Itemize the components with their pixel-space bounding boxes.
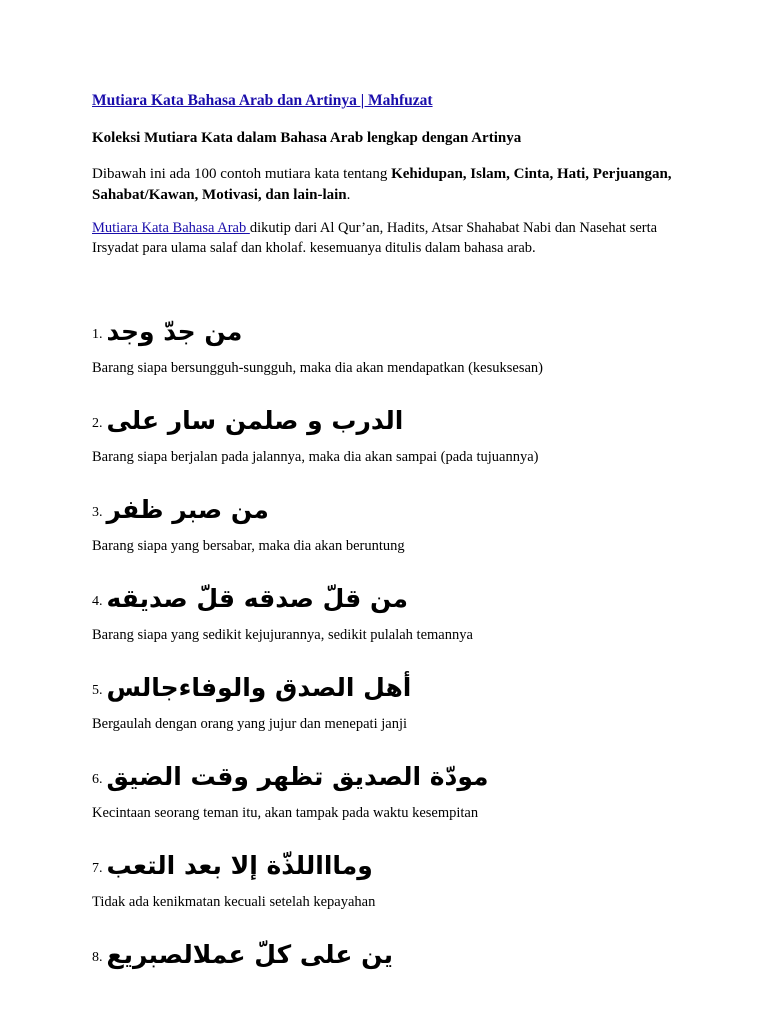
intro-topics: Kehidupan, Islam, Cinta, Hati, Perjuangan, Sahabat/Kawan, Motivasi, dan lain-lain <box>92 166 672 203</box>
item-heading <box>92 391 403 435</box>
item-number: 6. <box>92 772 103 787</box>
arabic-proverb: ين على كلّ عملالصبريع <box>106 940 393 969</box>
item-heading <box>92 569 408 613</box>
item-number: 8. <box>92 950 103 965</box>
arabic-proverb: من جدّ وجد <box>106 317 243 346</box>
item-number: 1. <box>92 327 103 342</box>
arabic-proverb: الدرب و صلمن سار على <box>106 406 404 435</box>
item-number: 4. <box>92 594 103 609</box>
item-translation: Kecintaan seorang teman itu, akan tampak pada waktu kesempitan <box>92 805 479 821</box>
item-number: 2. <box>92 416 103 431</box>
item-translation: Barang siapa yang sedikit kejujurannya, sedikit pulalah temannya <box>92 627 473 643</box>
arabic-proverb: وماااللذّة إلا بعد التعب <box>106 851 373 880</box>
arabic-proverb: مودّة الصديق تظهر وقت الضيق <box>106 762 489 791</box>
intro-paragraph <box>92 164 682 206</box>
item-heading <box>92 302 242 346</box>
subtitle: Koleksi Mutiara Kata dalam Bahasa Arab lengkap dengan Artinya <box>92 130 522 146</box>
item-heading <box>92 658 411 702</box>
item-heading <box>92 925 393 969</box>
arabic-proverb: أهل الصدق والوفاءجالس <box>106 673 412 702</box>
item-heading <box>92 480 269 524</box>
source-paragraph <box>92 218 692 258</box>
item-number: 5. <box>92 683 103 698</box>
intro-prefix: Dibawah ini ada 100 contoh mutiara kata tentang <box>92 166 392 182</box>
title-link[interactable]: Mutiara Kata Bahasa Arab dan Artinya | Mahfuzat <box>92 92 433 109</box>
item-translation: Tidak ada kenikmatan kecuali setelah kepayahan <box>92 894 376 910</box>
item-heading <box>92 836 373 880</box>
item-number: 3. <box>92 505 103 520</box>
item-translation: Barang siapa bersungguh-sungguh, maka dia akan mendapatkan (kesuksesan) <box>92 360 543 376</box>
source-text: dikutip dari Al Qur’an, Hadits, Atsar Shahabat Nabi dan Nasehat serta Irsyadat para ulama salaf dan kholaf. kesemuanya ditulis dalam bahasa arab. <box>92 220 658 256</box>
arabic-proverb: من قلّ صدقه قلّ صديقه <box>106 584 408 613</box>
item-translation: Barang siapa yang bersabar, maka dia akan beruntung <box>92 538 405 554</box>
source-link[interactable]: Mutiara Kata Bahasa Arab <box>92 220 250 236</box>
arabic-proverb: من صبر ظفر <box>106 495 269 524</box>
item-heading <box>92 747 489 791</box>
item-number: 7. <box>92 861 103 876</box>
item-translation: Bergaulah dengan orang yang jujur dan menepati janji <box>92 716 408 732</box>
item-translation: Barang siapa berjalan pada jalannya, maka dia akan sampai (pada tujuannya) <box>92 449 539 465</box>
intro-suffix: . <box>346 187 351 203</box>
